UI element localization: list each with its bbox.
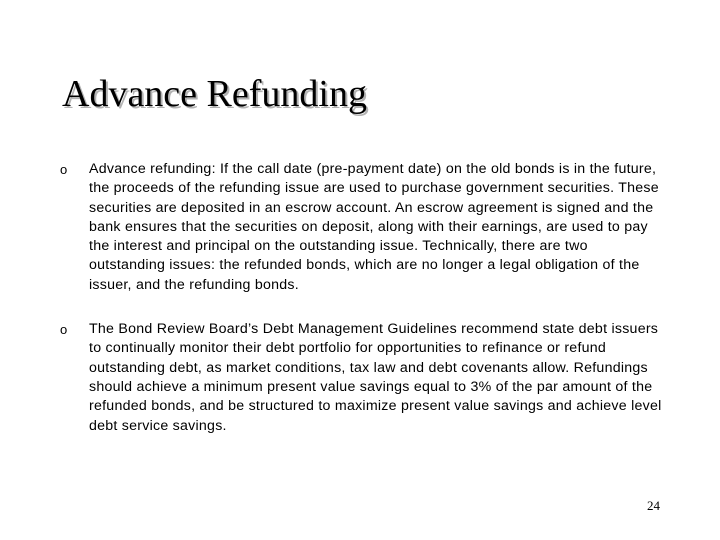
bullet-text: The Bond Review Board’s Debt Management Guidelines recommend state debt issuers to continually monitor their debt portfolio for opportunities to refinance or refund outstanding debt, as market conditions, tax law and debt covenants allow. Refundings should achieve a minimum present value savings equal to 3% of the par amount of the refunded bonds, and be structured to maximize present value savings and achieve level debt service savings.: [89, 321, 662, 434]
bullet-list: [60, 160, 666, 461]
bullet-text: Advance refunding: If the call date (pre-payment date) on the old bonds is in the future, the proceeds of the refunding issue are used to purchase government securities. These securities are deposited in an escrow account. An escrow agreement is signed and the bank ensures that the securities on deposit, along with their earnings, are used to pay the interest and principal on the outstanding issue. Technically, there are two outstanding issues: the refunded bonds, which are no longer a legal obligation of the issuer, and the refunding bonds.: [89, 161, 659, 293]
bullet-marker-icon: o: [60, 162, 68, 177]
bullet-item-debt-guidelines: [60, 320, 666, 436]
page-number: 24: [647, 498, 660, 513]
bullet-marker-icon: o: [60, 322, 68, 338]
bullet-item-advance-refunding: [60, 160, 666, 295]
slide-title: Advance Refunding: [62, 73, 367, 115]
